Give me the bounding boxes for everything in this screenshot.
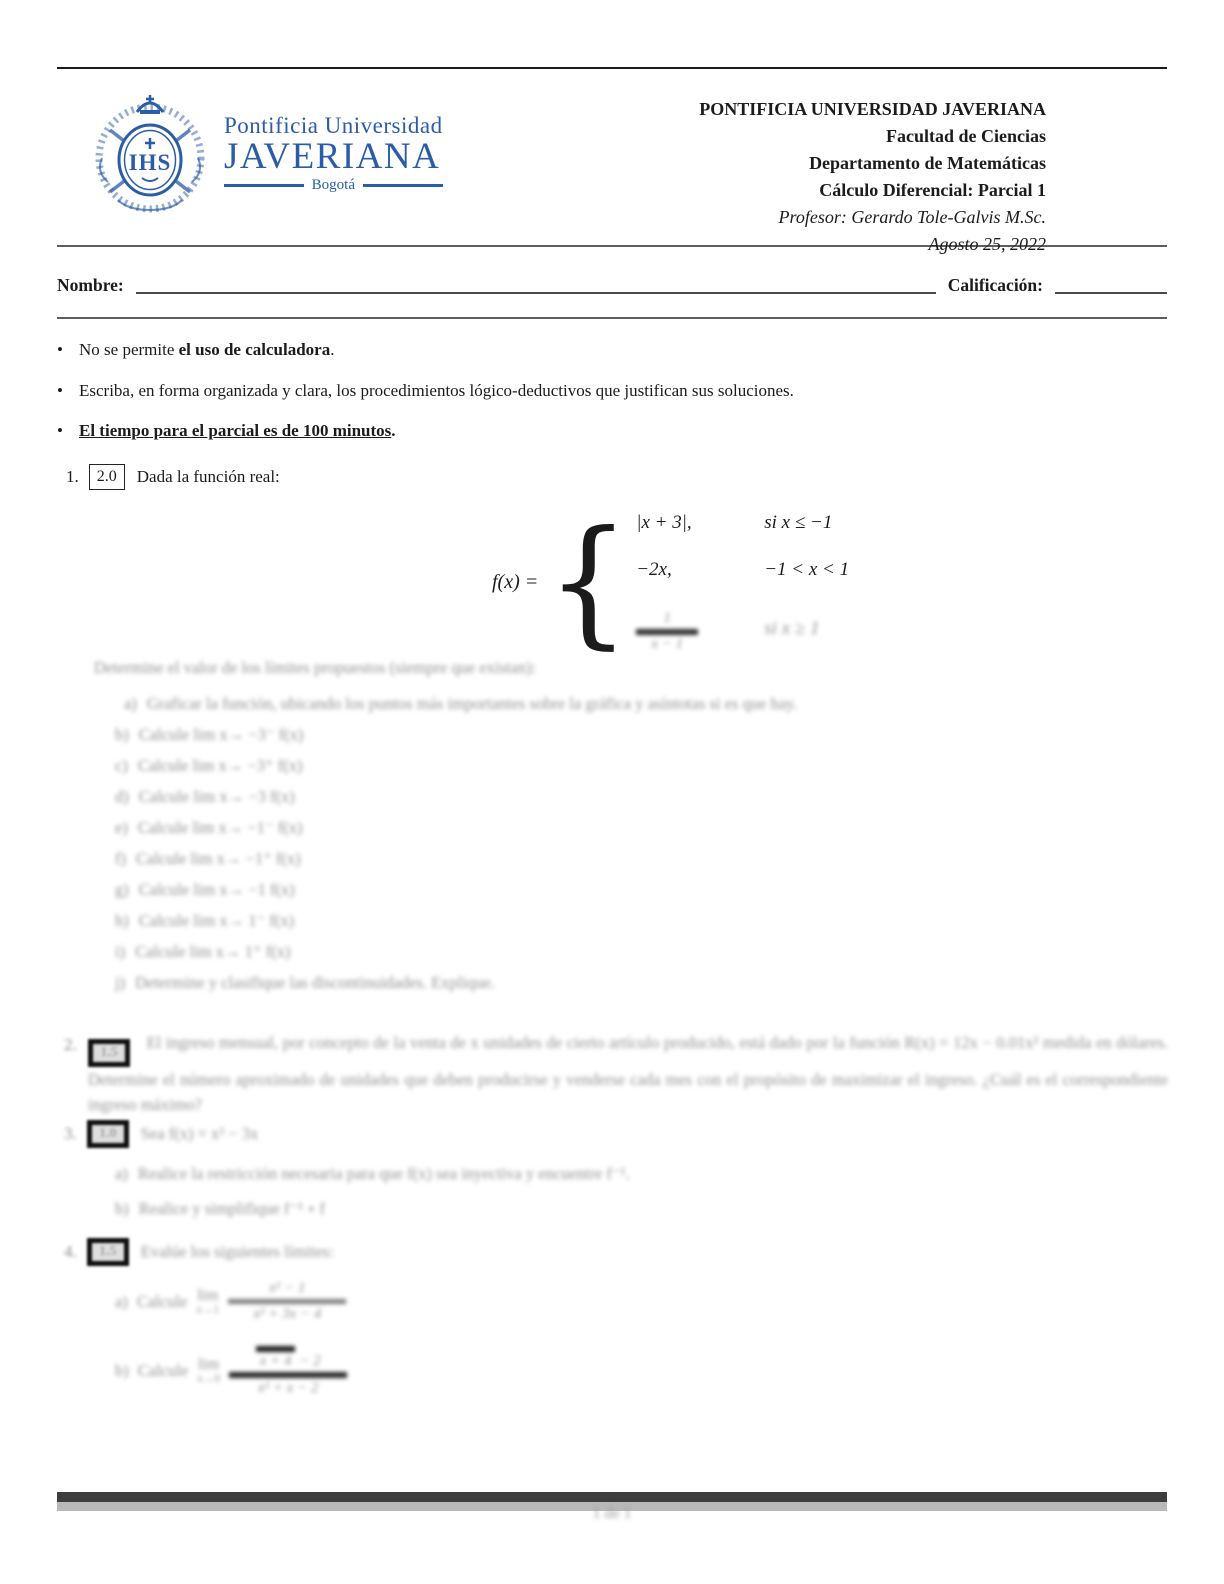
- redacted-item: b) Realice y simplifique f⁻¹ ∘ f: [115, 1199, 325, 1218]
- problem-2-number: 2.: [64, 1035, 77, 1054]
- logo-line1: Pontificia Universidad: [224, 112, 443, 138]
- problem-4-points-box: 1.5: [87, 1238, 129, 1266]
- header-course: Cálculo Diferencial: Parcial 1: [819, 180, 1046, 200]
- redacted-item: c) Calcule lim x→ −3⁺ f(x): [115, 756, 303, 775]
- logo-javeriana: JAVERIANA: [224, 135, 441, 177]
- header-faculty: Facultad de Ciencias: [886, 126, 1046, 146]
- limit-b-fraction: [229, 1346, 347, 1398]
- redacted-item: g) Calcule lim x→ −1 f(x): [115, 880, 295, 899]
- item-b-label: b): [115, 1361, 129, 1381]
- instruction-3-bold: El tiempo para el parcial es de 100 minutos: [79, 421, 392, 440]
- redacted-item: e) Calcule lim x→ −1⁻ f(x): [115, 818, 303, 837]
- piecewise-brace: {: [546, 501, 631, 664]
- problem-3-number: 3.: [64, 1124, 77, 1143]
- problem-1-points-box: 2.0: [89, 464, 125, 490]
- limit-operator: lim x→0: [197, 1356, 221, 1385]
- document-header: [699, 96, 1046, 258]
- crest-icon: [88, 92, 214, 214]
- fraction-denominator: x² + x − 2: [257, 1379, 319, 1396]
- item-b-verb: Calcule: [137, 1361, 189, 1381]
- row2-condition: −1 < x < 1: [764, 559, 850, 580]
- redacted-item: a) Realice la restricción necesaria para que f(x) sea inyectiva y encuentre f⁻¹.: [115, 1164, 630, 1183]
- function-lhs: f(x) =: [492, 570, 539, 593]
- grade-label: Calificación:: [947, 275, 1043, 295]
- problem-2-statement: El ingreso mensual, por concepto de la venta de x unidades de cierto artículo producido, está dado por la función R(x) = 12x − 0.01x² medida en dólares. Determine el número aproximado de unidades que deben producirse y venderse cada mes con el propósito de maximizar el ingreso. ¿Cuál es el correspondiente ingreso máximo?: [88, 1033, 1169, 1114]
- problem-4-number: 4.: [64, 1242, 77, 1261]
- problem-1-number: 1.: [66, 467, 79, 486]
- piecewise-equation: [492, 501, 850, 664]
- problem-3-redacted: [64, 1120, 630, 1234]
- bullet-icon: [57, 420, 79, 442]
- piecewise-rows: [636, 512, 849, 653]
- problem-1-subitems-redacted: [94, 658, 1104, 1005]
- piecewise-row-3-redacted: [636, 606, 849, 653]
- instruction-1: [57, 339, 794, 361]
- problem-4-statement: Evalúe los siguientes límites:: [140, 1242, 334, 1261]
- redacted-item: f) Calcule lim x→ −1⁺ f(x): [115, 849, 301, 868]
- instruction-3: [57, 420, 794, 442]
- instruction-1-period: .: [330, 340, 335, 359]
- redacted-item: h) Calcule lim x→ 1⁻ f(x): [115, 911, 295, 930]
- sqrt-radicand: x + 4: [256, 1346, 296, 1370]
- redacted-item: j) Determine y clasifique las discontinuidades. Explique.: [115, 973, 495, 992]
- page-number: 1 de 1: [592, 1505, 632, 1522]
- limit-item-a: [115, 1280, 347, 1324]
- piecewise-row-2: [636, 559, 849, 581]
- header-university-title: PONTIFICIA UNIVERSIDAD JAVERIANA: [699, 99, 1046, 119]
- problem-3-points-box: 1.0: [87, 1120, 129, 1148]
- problem-4-redacted: [64, 1238, 347, 1397]
- bullet-icon: [57, 380, 79, 402]
- piecewise-row-1: [636, 512, 849, 534]
- redacted-item: b) Calcule lim x→ −3⁻ f(x): [115, 725, 304, 744]
- problem-2-redacted: [64, 1030, 1169, 1117]
- fraction-bar: [636, 629, 698, 635]
- bullet-icon: [57, 339, 79, 361]
- grade-blank-line: [1055, 274, 1167, 294]
- fraction-bar: [229, 1372, 347, 1378]
- logo-city: Bogotá: [311, 176, 355, 193]
- redacted-item: i) Calcule lim x→ 1⁺ f(x): [115, 942, 291, 961]
- fraction-numerator: x² − 1: [269, 1280, 306, 1296]
- item-a-label: a): [115, 1291, 128, 1311]
- footer-bar-dark: [57, 1492, 1167, 1502]
- item-a-verb: Calcule: [136, 1291, 188, 1311]
- row2-expression: −2x,: [636, 559, 672, 580]
- exam-instructions: [57, 339, 794, 461]
- name-blank-line: [136, 274, 936, 294]
- row3-condition: si x ≥ 1: [764, 618, 820, 640]
- fraction-bar: [228, 1299, 346, 1304]
- row1-expression: |x + 3|,: [636, 512, 692, 533]
- limit-operator: lim x→1: [196, 1286, 220, 1316]
- instruction-1-bold: el uso de calculadora: [178, 340, 331, 359]
- logo-wordmark: [224, 113, 443, 194]
- instruction-2: [57, 380, 794, 402]
- fraction-denominator: x² + 3x − 4: [253, 1306, 322, 1323]
- top-rule: [57, 67, 1167, 69]
- problem-2-points-box: 1.5: [88, 1039, 130, 1067]
- redacted-intro: Determine el valor de los límites propuestos (siempre que existan):: [94, 658, 537, 677]
- crest-monogram: IHS: [128, 150, 172, 175]
- problem-1-statement: Dada la función real:: [136, 467, 280, 486]
- limit-item-b: [115, 1346, 347, 1398]
- university-logo: [88, 92, 443, 214]
- header-professor: Profesor: Gerardo Tole-Galvis M.Sc.: [778, 207, 1046, 227]
- instruction-1-text: No se permite: [79, 340, 179, 359]
- header-department: Departamento de Matemáticas: [809, 153, 1046, 173]
- problem-1-header: [66, 464, 280, 490]
- row3-fraction: [636, 611, 698, 653]
- problem-3-statement: Sea f(x) = x² − 3x: [140, 1124, 259, 1143]
- name-grade-row: [57, 274, 1167, 296]
- row1-condition: si x ≤ −1: [764, 512, 833, 533]
- limit-a-fraction: [228, 1280, 346, 1324]
- instruction-2-text: Escriba, en forma organizada y clara, los procedimientos lógico-deductivos que justifican sus soluciones.: [79, 380, 794, 400]
- header-date: Agosto 25, 2022: [928, 234, 1046, 254]
- row3-numerator: 1: [663, 610, 671, 626]
- name-separator-rule: [57, 317, 1167, 319]
- instruction-3-period: .: [391, 421, 396, 440]
- redacted-item: a) Graficar la función, ubicando los puntos más importantes sobre la gráfica y asíntotas si es que hay.: [124, 694, 798, 713]
- row3-denominator: x − 1: [651, 635, 684, 652]
- numerator-rest: − 2: [299, 1352, 321, 1369]
- name-label: Nombre:: [57, 275, 124, 295]
- redacted-item: d) Calcule lim x→ −3 f(x): [115, 787, 295, 806]
